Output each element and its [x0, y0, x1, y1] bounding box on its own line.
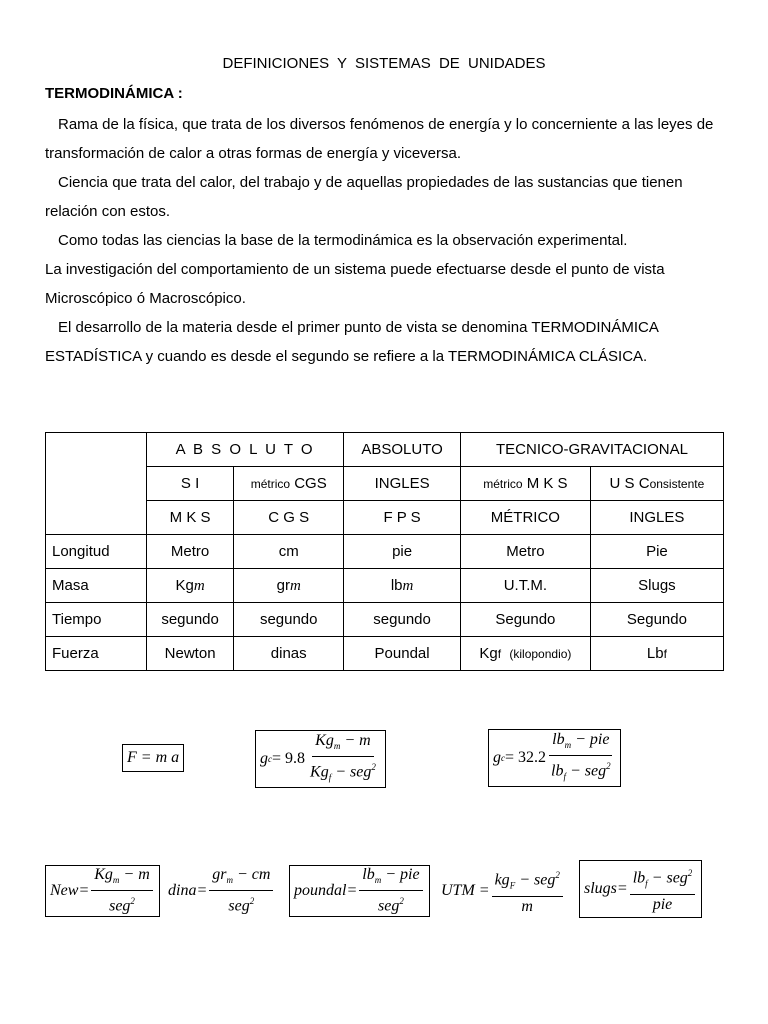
num-rest: − seg	[515, 871, 556, 889]
system-mks-label: M K S	[526, 475, 568, 492]
gc-metric-fraction	[307, 731, 379, 788]
group-header-tecnico: TECNICO-GRAVITACIONAL	[460, 433, 723, 467]
den-sub: f	[328, 772, 332, 783]
table-cell: segundo	[344, 603, 461, 637]
subsystem-cgs: C G S	[234, 501, 344, 535]
subsystem-fps: F P S	[344, 501, 461, 535]
force-unit: Kg	[479, 645, 498, 662]
num-base: lb	[362, 866, 375, 884]
formula-utm	[441, 865, 565, 917]
num-rest: − cm	[232, 866, 271, 884]
mass-suffix: m	[289, 577, 301, 594]
formula-slugs	[579, 860, 702, 918]
formula-lhs: dina=	[168, 882, 208, 899]
num-rest: − pie	[381, 866, 420, 884]
gc-symbol: g	[260, 750, 268, 767]
paragraph-2: Ciencia que trata del calor, del trabajo y de aquellas propiedades de las sustancias que tienen relación con estos.	[45, 174, 683, 220]
gc-subscript: c	[501, 753, 505, 763]
den-exp: 2	[399, 896, 404, 907]
num-base: lb	[552, 730, 565, 748]
subsystem-ingles: INGLES	[590, 501, 723, 535]
fraction-denominator	[548, 756, 614, 787]
num-rest: − pie	[571, 730, 610, 748]
table-systems-row	[46, 467, 724, 501]
table-row-masa	[46, 569, 724, 603]
paragraph-5: El desarrollo de la materia desde el primer punto de vista se denomina TERMODINÁMICA ESTADÍSTICA y cuando es desde el segundo se refiere a la TERMODINÁMICA CLÁSICA.	[45, 319, 658, 365]
force-suffix: f	[497, 647, 502, 661]
formula-lhs: slugs=	[584, 880, 628, 897]
slugs-fraction	[630, 863, 696, 915]
system-mks-prefix: métrico	[483, 477, 523, 491]
table-cell: Poundal	[344, 637, 461, 671]
den-rest: − seg	[331, 763, 372, 781]
row-label: Longitud	[46, 535, 147, 569]
fraction-denominator	[375, 891, 407, 916]
num-sub: F	[509, 880, 516, 891]
section-heading-colon: :	[173, 85, 183, 102]
table-cell: Newton	[147, 637, 234, 671]
force-suffix: f	[663, 647, 667, 661]
system-cgs	[234, 467, 344, 501]
num-rest: − m	[340, 731, 371, 749]
num-sub: m	[226, 875, 233, 886]
table-cell: Metro	[460, 535, 590, 569]
mass-suffix: m	[402, 577, 414, 594]
den-exp: 2	[249, 896, 255, 907]
newton-fraction	[91, 865, 153, 917]
fraction-numerator	[312, 731, 374, 757]
den-exp: 2	[130, 896, 135, 907]
den-base: lb	[551, 762, 564, 780]
table-row-longitud	[46, 535, 724, 569]
kilopondio-note: (kilopondio)	[509, 647, 572, 661]
gc-value: = 32.2	[505, 749, 547, 766]
group-header-absoluto-ingles: ABSOLUTO	[344, 433, 461, 467]
system-usc	[590, 467, 723, 501]
fraction-numerator	[492, 865, 563, 897]
den-base: Kg	[310, 763, 329, 781]
num-rest: − seg	[647, 869, 688, 887]
den-rest: − seg	[566, 762, 607, 780]
formula-lhs: New=	[50, 882, 90, 899]
table-cell: segundo	[147, 603, 234, 637]
gc-english-fraction	[548, 730, 614, 787]
formula-poundal	[289, 865, 430, 917]
subsystem-metrico: MÉTRICO	[460, 501, 590, 535]
num-exp: 2	[687, 868, 693, 879]
mass-unit: gr	[276, 576, 290, 594]
units-table	[45, 432, 724, 671]
num-rest: − m	[119, 866, 150, 884]
gc-symbol: g	[493, 749, 501, 766]
fraction-numerator	[209, 865, 273, 891]
table-subsystems-row	[46, 501, 724, 535]
table-row-tiempo	[46, 603, 724, 637]
formula-newton	[45, 865, 160, 917]
fraction-denominator	[225, 891, 257, 916]
row-label: Fuerza	[46, 637, 147, 671]
table-cell	[460, 637, 590, 671]
row-label: Tiempo	[46, 603, 147, 637]
system-si: S I	[147, 467, 234, 501]
formula-gc-metric	[255, 730, 386, 788]
formula-lhs: poundal=	[294, 882, 358, 899]
table-cell	[147, 569, 234, 603]
paragraph-1: Rama de la física, que trata de los diversos fenómenos de energía y lo concerniente a las leyes de transformación de calor a otras formas de energía y viceversa.	[45, 116, 714, 162]
dina-fraction	[209, 865, 273, 917]
table-cell: Slugs	[590, 569, 723, 603]
table-cell: Segundo	[460, 603, 590, 637]
fraction-numerator	[359, 865, 422, 891]
num-sub: m	[333, 740, 341, 751]
den-base: seg	[228, 897, 250, 915]
table-header-row	[46, 433, 724, 467]
formula-dina	[168, 865, 275, 917]
section-heading	[45, 85, 183, 102]
num-base: kg	[494, 871, 510, 889]
subsystem-mks: M K S	[147, 501, 234, 535]
group-header-absoluto: A B S O L U T O	[147, 433, 344, 467]
poundal-fraction	[359, 865, 422, 917]
formula-lhs: UTM =	[441, 882, 490, 899]
table-cell	[234, 569, 344, 603]
utm-fraction	[492, 865, 563, 917]
table-cell	[590, 637, 723, 671]
fraction-numerator	[549, 730, 612, 756]
formula-fma: F = m a	[122, 744, 184, 772]
num-base: lb	[632, 869, 646, 887]
fraction-denominator: pie	[652, 895, 673, 913]
num-sub: m	[112, 875, 120, 886]
fraction-denominator	[106, 891, 138, 916]
table-cell: cm	[234, 535, 344, 569]
row-label: Masa	[46, 569, 147, 603]
section-heading-text: TERMODINÁMICA	[45, 85, 174, 102]
gc-value: = 9.8	[272, 750, 306, 767]
den-base: seg	[109, 897, 131, 915]
num-sub: m	[564, 739, 572, 750]
den-exp: 2	[606, 760, 611, 771]
fraction-numerator	[630, 863, 696, 895]
mass-unit: lb	[390, 576, 403, 594]
fraction-denominator: m	[521, 897, 533, 915]
fraction-numerator	[91, 865, 153, 891]
system-mks	[460, 467, 590, 501]
paragraph-3: Como todas las ciencias la base de la termodinámica es la observación experimental.	[58, 232, 628, 249]
table-cell: pie	[344, 535, 461, 569]
den-base: seg	[377, 897, 400, 915]
table-cell: dinas	[234, 637, 344, 671]
system-ingles: INGLES	[344, 467, 461, 501]
num-base: Kg	[94, 866, 113, 884]
fraction-denominator	[307, 757, 379, 788]
table-cell: Metro	[147, 535, 234, 569]
table-cell: segundo	[234, 603, 344, 637]
num-sub: f	[645, 878, 648, 889]
num-sub: m	[374, 875, 382, 886]
system-cgs-prefix: métrico	[250, 477, 291, 491]
system-usc-prefix: U S C	[609, 475, 650, 492]
table-row-fuerza	[46, 637, 724, 671]
den-sub: f	[563, 771, 566, 782]
corner-cell	[46, 433, 147, 535]
formula-gc-english	[488, 729, 621, 787]
table-cell	[344, 569, 461, 603]
gc-subscript: c	[268, 754, 272, 764]
system-cgs-label: CGS	[294, 475, 327, 492]
force-unit: Lb	[646, 645, 664, 662]
table-cell: U.T.M.	[460, 569, 590, 603]
system-usc-suffix: onsistente	[649, 477, 705, 491]
den-exp: 2	[371, 761, 376, 772]
num-exp: 2	[555, 870, 560, 881]
mass-suffix: m	[193, 577, 205, 594]
table-cell: Pie	[590, 535, 723, 569]
table-cell: Segundo	[590, 603, 723, 637]
mass-unit: Kg	[175, 576, 194, 594]
num-base: Kg	[315, 731, 334, 749]
paragraph-4: La investigación del comportamiento de un sistema puede efectuarse desde el punto de vista Microscópico ó Macroscópico.	[45, 261, 665, 307]
num-base: gr	[212, 866, 227, 884]
document-title: DEFINICIONES Y SISTEMAS DE UNIDADES	[222, 55, 546, 72]
